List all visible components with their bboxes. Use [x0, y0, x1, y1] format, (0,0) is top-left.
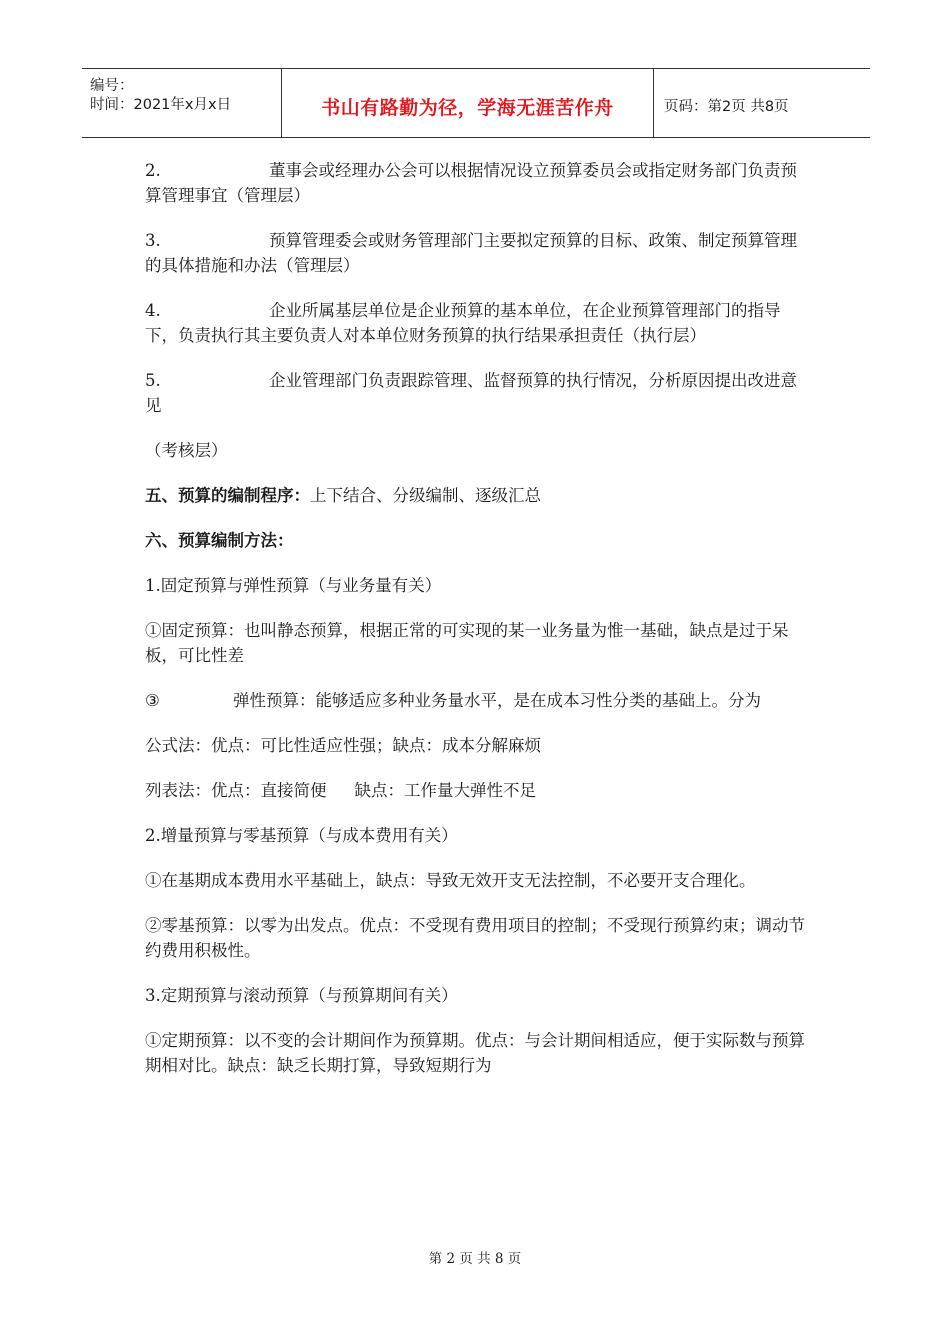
document-time-label: 时间：2021年x月x日: [90, 97, 232, 113]
zero-based-budget-paragraph: ②零基预算：以零为出发点。优点：不受现有费用项目的控制；不受现行预算约束；调动节约费用积极性。: [145, 916, 805, 960]
page-header: [82, 68, 870, 138]
item-text: 董事会或经理办公会可以根据情况设立预算委员会或指定财务部门负责预算管理事宜（管理层）: [145, 161, 797, 205]
section-5-heading: 五、预算的编制程序：: [145, 486, 310, 505]
method-3-title: 3.定期预算与滚动预算（与预算期间有关）: [145, 986, 458, 1005]
section-6-heading: 六、预算编制方法：: [145, 531, 294, 550]
list-item: [145, 298, 810, 348]
flexible-budget-text: 弹性预算：能够适应多种业务量水平，是在成本习性分类的基础上。分为: [233, 691, 761, 710]
list-item: [145, 228, 810, 278]
document-body: [145, 158, 810, 1098]
header-meta-cell: [82, 69, 282, 137]
section-5-text: 上下结合、分级编制、逐级汇总: [310, 486, 541, 505]
table-method-cons: 缺点：工作量大弹性不足: [354, 781, 536, 800]
item-text: 企业管理部门负责跟踪管理、监督预算的执行情况，分析原因提出改进意见: [145, 371, 797, 415]
method-2-title: 2.增量预算与零基预算（与成本费用有关）: [145, 826, 458, 845]
fixed-budget-paragraph: ①固定预算：也叫静态预算，根据正常的可实现的某一业务量为惟一基础，缺点是过于呆板，可比性差: [145, 621, 789, 665]
assessment-layer-note: （考核层）: [145, 441, 228, 460]
method-1-title: 1.固定预算与弹性预算（与业务量有关）: [145, 576, 442, 595]
flexible-budget-paragraph: [145, 688, 810, 713]
item-text: 预算管理委会或财务管理部门主要拟定预算的目标、政策、制定预算管理的具体措施和办法（管理层）: [145, 231, 797, 275]
item-number: 5.: [145, 371, 161, 390]
incremental-budget-paragraph: ①在基期成本费用水平基础上，缺点：导致无效开支无法控制，不必要开支合理化。: [145, 871, 756, 890]
header-page-number: 页码：第2页 共8页: [664, 99, 789, 115]
formula-method-paragraph: 公式法：优点：可比性适应性强；缺点：成本分解麻烦: [145, 736, 541, 755]
item-text: 企业所属基层单位是企业预算的基本单位，在企业预算管理部门的指导下，负责执行其主要负责人对本单位财务预算的执行结果承担责任（执行层）: [145, 301, 781, 345]
header-motto-cell: [282, 69, 654, 137]
header-page-cell: [654, 69, 870, 137]
header-motto: 书山有路勤为径，学海无涯苦作舟: [321, 97, 614, 119]
table-method-paragraph: [145, 778, 810, 803]
item-number: 3.: [145, 231, 161, 250]
periodic-budget-paragraph: ①定期预算：以不变的会计期间作为预算期。优点：与会计期间相适应，便于实际数与预算期相对比。缺点：缺乏长期打算，导致短期行为: [145, 1031, 805, 1075]
item-number: 4.: [145, 301, 161, 320]
item-number: 2.: [145, 161, 161, 180]
table-method-pros: 列表法：优点：直接简便: [145, 781, 327, 800]
section-5: [145, 483, 810, 508]
list-item: [145, 158, 810, 208]
flexible-budget-marker: ③: [145, 691, 160, 710]
page-footer: 第 2 页 共 8 页: [428, 1251, 522, 1267]
document-number-label: 编号：: [90, 78, 134, 94]
list-item: [145, 368, 810, 418]
